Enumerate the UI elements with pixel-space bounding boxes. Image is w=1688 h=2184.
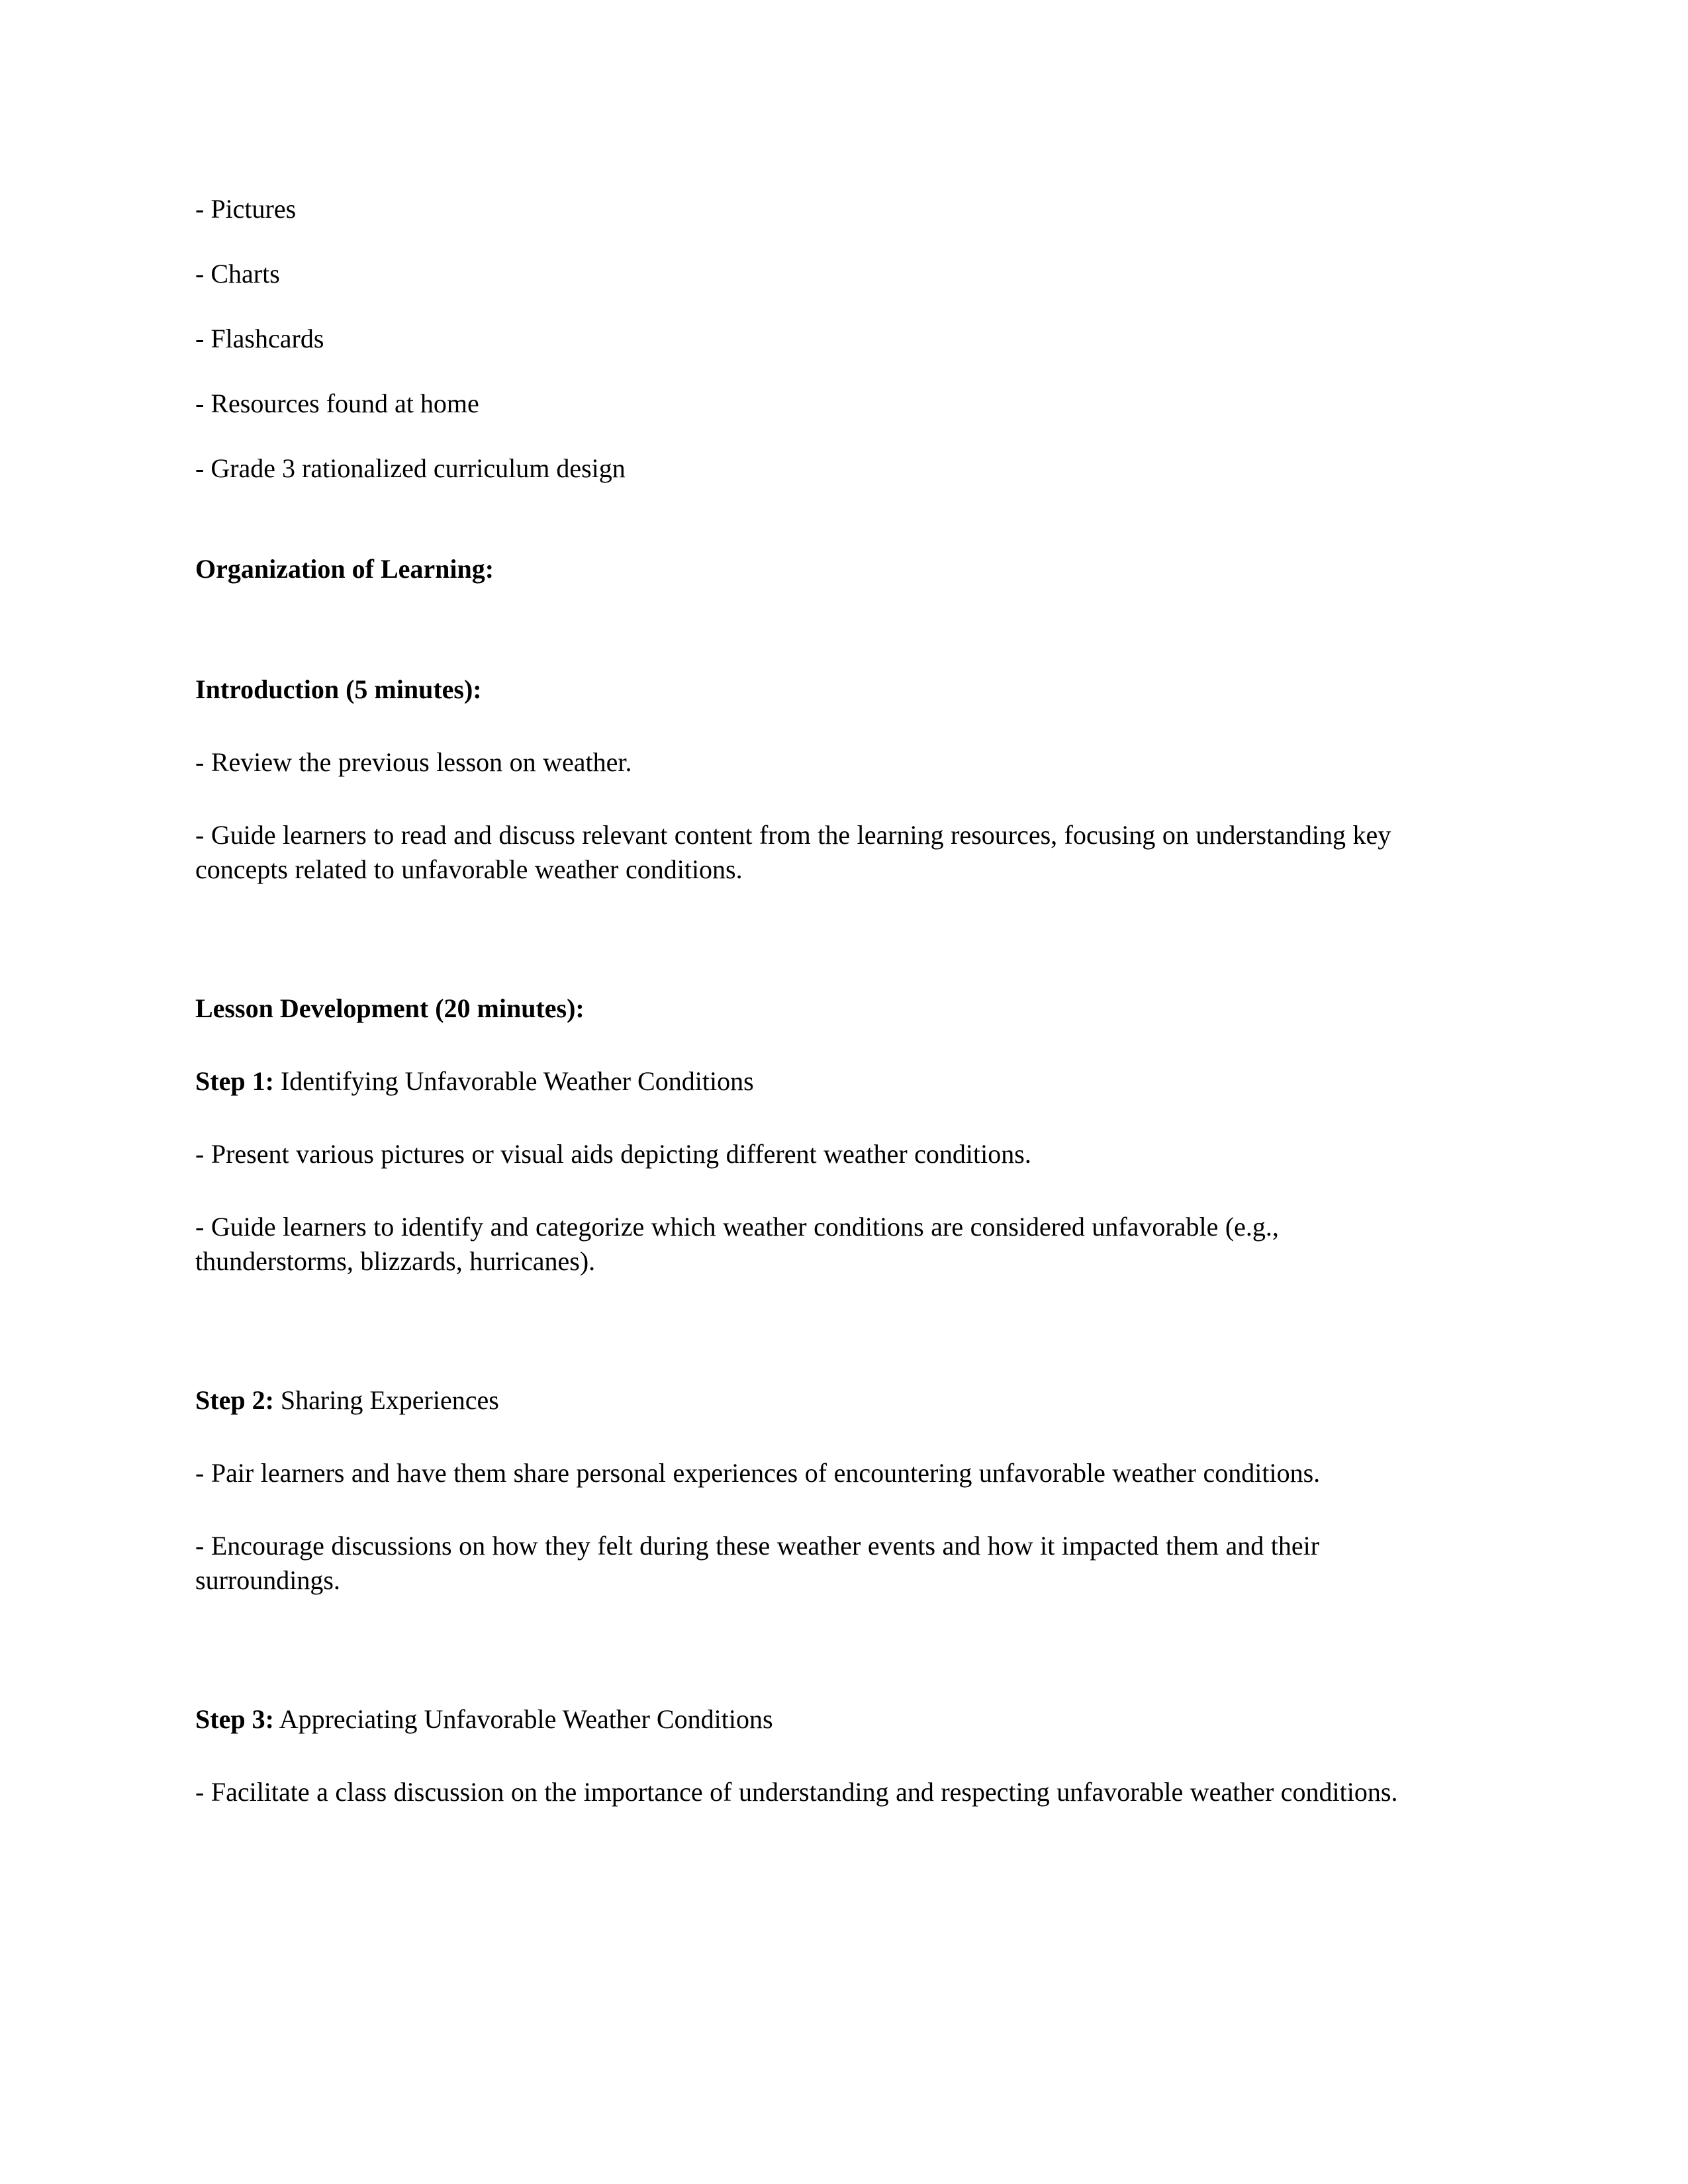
step-1-label: Step 1:: [195, 1066, 274, 1096]
step-3-paragraph: - Facilitate a class discussion on the importance of understanding and respecting unfavorable weather conditions.: [195, 1777, 1398, 1807]
list-item: - Charts: [195, 259, 280, 289]
step-1-title-text: Identifying Unfavorable Weather Conditions: [273, 1066, 754, 1096]
step-3-title: [195, 1702, 1430, 1737]
document-body: [195, 192, 1430, 1809]
list-item: - Grade 3 rationalized curriculum design: [195, 453, 626, 483]
section-spacer: [195, 486, 1430, 514]
step-2-label: Step 2:: [195, 1385, 274, 1415]
step-1-title: [195, 1064, 1430, 1099]
list-item: - Resources found at home: [195, 388, 479, 418]
introduction-paragraph: - Review the previous lesson on weather.: [195, 747, 632, 777]
step-2-title: [195, 1383, 1430, 1418]
materials-list: [195, 192, 1430, 486]
section-spacer: [195, 1636, 1430, 1664]
organization-of-learning-heading: Organization of Learning:: [195, 554, 494, 584]
section-spacer: [195, 625, 1430, 635]
introduction-paragraph: - Guide learners to read and discuss relevant content from the learning resources, focusing on understanding key concepts related to unfavorable weather conditions.: [195, 820, 1391, 884]
step-3-label: Step 3:: [195, 1704, 274, 1734]
lesson-development-heading: Lesson Development (20 minutes):: [195, 993, 585, 1023]
step-2-paragraph: - Encourage discussions on how they felt during these weather events and how it impacted them and their surroundings.: [195, 1531, 1320, 1595]
section-spacer: [195, 1317, 1430, 1345]
step-1-paragraph: - Guide learners to identify and categorize which weather conditions are considered unfavorable (e.g., thunderstorms, blizzards, hurricanes).: [195, 1212, 1279, 1276]
section-spacer: [195, 925, 1430, 953]
step-3-title-text: Appreciating Unfavorable Weather Conditions: [273, 1704, 773, 1734]
step-2-title-text: Sharing Experiences: [273, 1385, 499, 1415]
list-item: - Flashcards: [195, 324, 324, 353]
introduction-heading: Introduction (5 minutes):: [195, 674, 482, 704]
list-item: - Pictures: [195, 194, 297, 224]
step-1-paragraph: - Present various pictures or visual aids depicting different weather conditions.: [195, 1139, 1031, 1169]
step-2-paragraph: - Pair learners and have them share personal experiences of encountering unfavorable weather conditions.: [195, 1458, 1321, 1488]
